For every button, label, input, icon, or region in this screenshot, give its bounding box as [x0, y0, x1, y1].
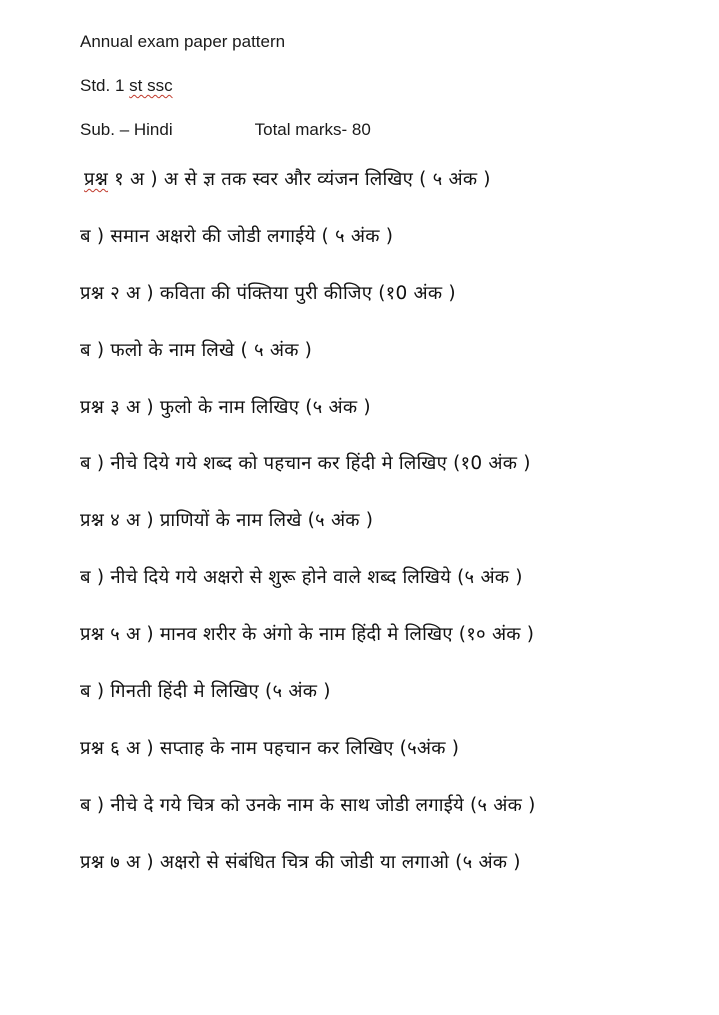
total-marks: Total marks- 80 [254, 120, 371, 139]
standard-value: st ssc [129, 76, 173, 95]
question-5b: ब ) गिनती हिंदी मे लिखिए (५ अंक ) [80, 681, 331, 702]
subject-line [80, 120, 371, 140]
question-1a-word: प्रश्न [84, 169, 109, 190]
standard-prefix: Std. 1 [80, 76, 130, 95]
question-3b: ब ) नीचे दिये गये शब्द को पहचान कर हिंदी मे लिखिए (१0 अंक ) [80, 453, 531, 474]
question-6a: प्रश्न ६ अ ) सप्ताह के नाम पहचान कर लिखिए (५अंक ) [80, 738, 460, 759]
subject-label: Sub. – Hindi [80, 120, 173, 139]
question-6b: ब ) नीचे दे गये चित्र को उनके नाम के साथ जोडी लगाईये (५ अंक ) [80, 795, 536, 816]
document-title: Annual exam paper pattern [80, 32, 286, 51]
question-5a: प्रश्न ५ अ ) मानव शरीर के अंगो के नाम हिंदी मे लिखिए (१० अंक ) [80, 624, 535, 645]
question-4a: प्रश्न ४ अ ) प्राणियों के नाम लिखे (५ अंक ) [80, 510, 374, 531]
question-7a: प्रश्न ७ अ ) अक्षरो से संबंधित चित्र की जोडी या लगाओ (५ अंक ) [80, 852, 521, 873]
question-4b: ब ) नीचे दिये गये अक्षरो से शुरू होने वाले शब्द लिखिये (५ अंक ) [80, 567, 523, 588]
standard-line [80, 76, 173, 96]
question-1b: ब ) समान अक्षरो की जोडी लगाईये ( ५ अंक ) [80, 226, 394, 247]
question-2b: ब ) फलो के नाम लिखे ( ५ अंक ) [80, 340, 313, 361]
question-1a-text: १ अ ) अ से ज्ञ तक स्वर और व्यंजन लिखिए ( ५ अंक ) [108, 169, 491, 190]
question-2a: प्रश्न २ अ ) कविता की पंक्तिया पुरी कीजिए (१0 अंक ) [80, 283, 456, 304]
question-3a: प्रश्न ३ अ ) फुलो के नाम लिखिए (५ अंक ) [80, 397, 371, 418]
question-1a [84, 168, 491, 192]
